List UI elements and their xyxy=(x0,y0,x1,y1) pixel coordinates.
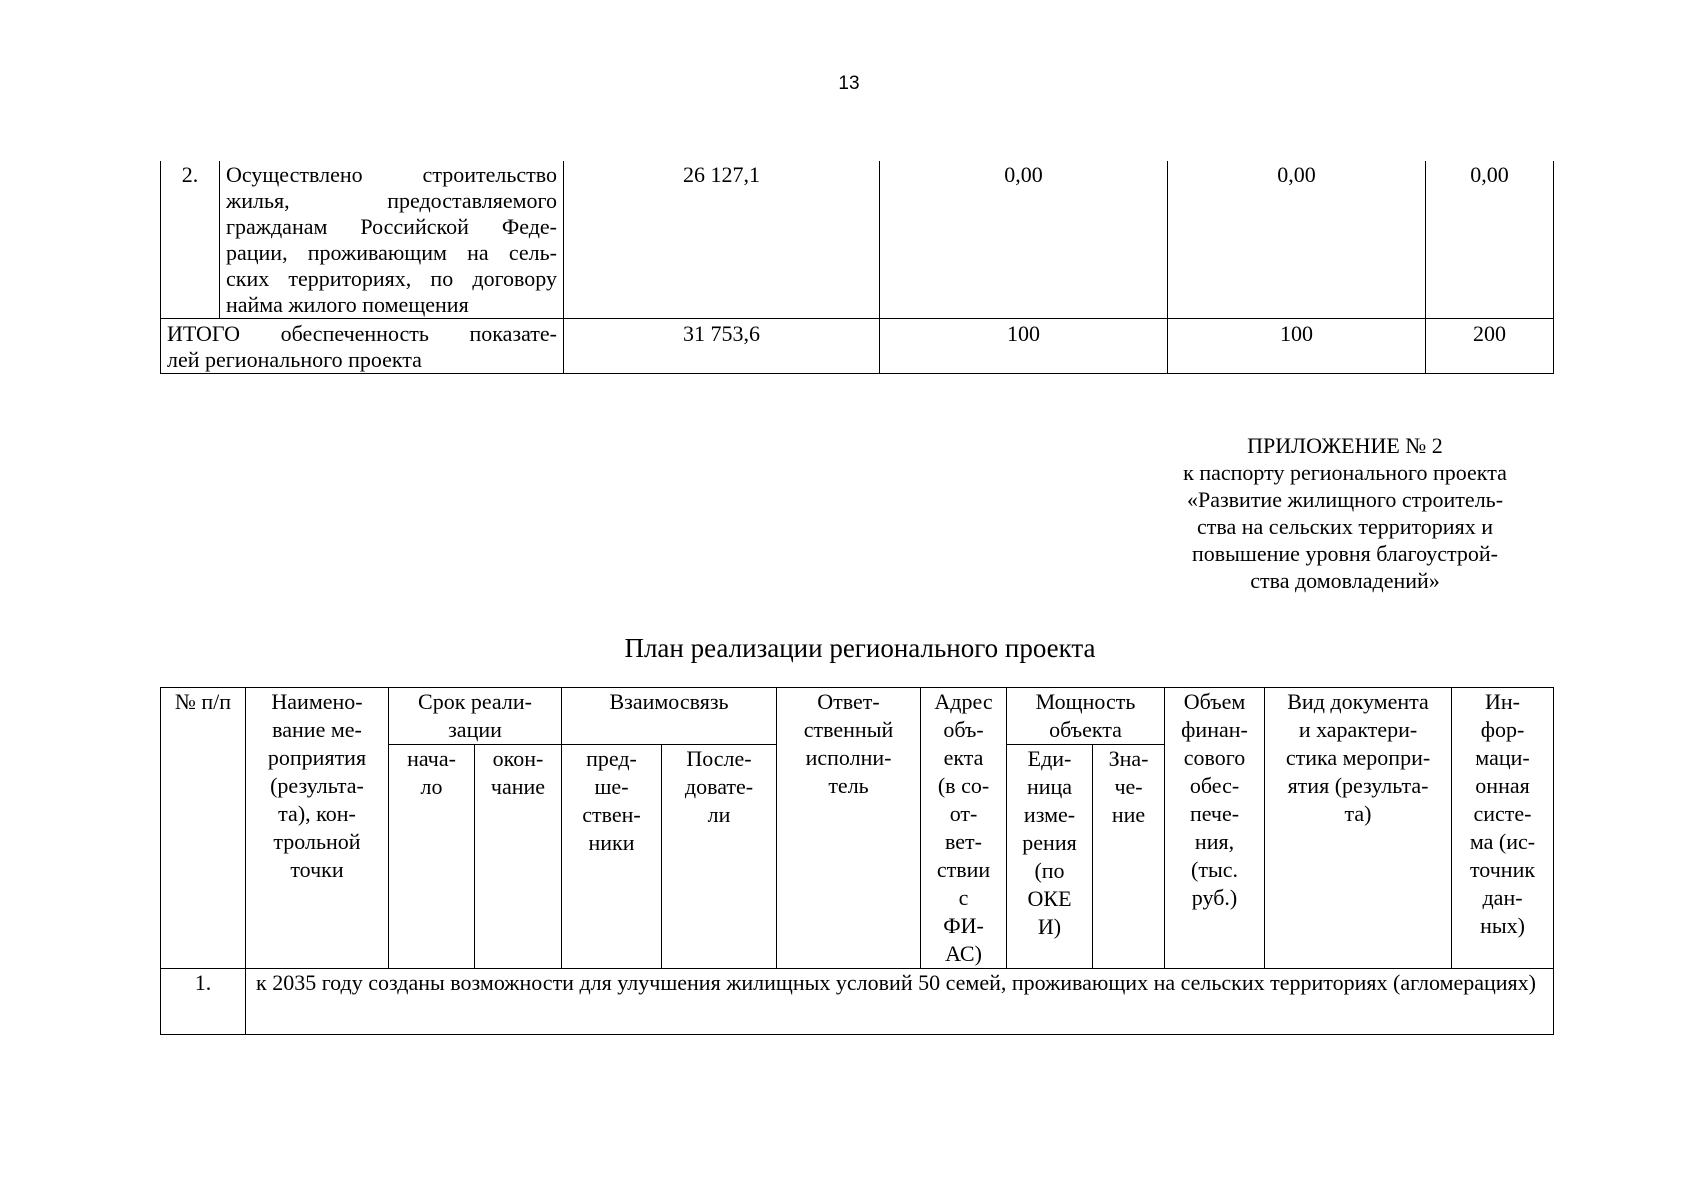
annex-line: «Развитие жилищного строитель- xyxy=(1186,487,1504,512)
total-value: 100 xyxy=(1168,319,1426,374)
table-row xyxy=(161,969,1554,1035)
indicator-name xyxy=(220,161,564,319)
value-cell: 0,00 xyxy=(1426,161,1554,319)
indicator-name-line: жилья, предоставляемого xyxy=(226,188,557,213)
header-doc-type: Вид документа и характери- стика меропри- ятия (результа- та) xyxy=(1265,688,1452,969)
header-end: окон- чание xyxy=(475,745,562,969)
row-number: 1. xyxy=(161,969,246,1035)
total-row xyxy=(161,319,1554,374)
header-value: Зна- че- ние xyxy=(1093,745,1165,969)
indicator-name-line: Осуществлено строительство xyxy=(226,162,557,187)
table-row xyxy=(161,161,1554,319)
header-capacity: Мощность объекта xyxy=(1007,688,1165,745)
header-predecessors: пред- ше- ствен- ники xyxy=(562,745,662,969)
annex-line: к паспорту регионального проекта xyxy=(1183,460,1507,485)
row-number: 2. xyxy=(161,161,220,319)
header-num: № п/п xyxy=(161,688,246,969)
indicators-table xyxy=(160,161,1554,374)
row-text: к 2035 году созданы возможности для улучшения жилищных условий 50 семей, проживающих на сельских территориях (агломерациях) xyxy=(246,969,1554,1035)
total-label xyxy=(161,319,564,374)
total-value: 31 753,6 xyxy=(564,319,880,374)
header-term: Срок реали- зации xyxy=(389,688,562,745)
header-row xyxy=(161,688,1554,745)
indicator-name-line: ских территориях, по договору xyxy=(226,266,557,291)
annex-title: ПРИЛОЖЕНИЕ № 2 xyxy=(1247,433,1443,458)
plan-title: План реализации регионального проекта xyxy=(624,633,1096,663)
total-label-line: ИТОГО обеспеченность показате- xyxy=(167,321,557,346)
indicator-name-line: найма жилого помещения xyxy=(226,292,469,317)
annex-line: ства домовладений» xyxy=(1250,568,1440,593)
indicator-name-line: гражданам Российской Феде- xyxy=(226,214,557,239)
indicator-name-line: рации, проживающим на сель- xyxy=(226,240,557,265)
header-address: Адрес объ- екта (в со- от- вет- ствии с ФИ- АС) xyxy=(921,688,1007,969)
header-funding: Объем финан- сового обес- пече- ния, (тыс. руб.) xyxy=(1165,688,1265,969)
value-cell: 0,00 xyxy=(880,161,1168,319)
header-unit: Еди- ница изме- рения (по ОКЕ И) xyxy=(1007,745,1093,969)
annex-line: повышение уровня благоустрой- xyxy=(1191,541,1498,566)
total-value: 100 xyxy=(880,319,1168,374)
total-value: 200 xyxy=(1426,319,1554,374)
header-successors: После- довате- ли xyxy=(662,745,777,969)
annex-block xyxy=(1150,432,1540,594)
page-number: 13 xyxy=(838,73,860,94)
total-label-line: лей регионального проекта xyxy=(167,347,422,372)
annex-line: ства на сельских территориях и xyxy=(1197,514,1493,539)
header-name: Наимено- вание ме- роприятия (результа- та), кон- трольной точки xyxy=(246,688,389,969)
value-cell: 0,00 xyxy=(1168,161,1426,319)
header-relation: Взаимосвязь xyxy=(562,688,777,745)
header-start: нача- ло xyxy=(389,745,475,969)
header-info-system: Ин- фор- маци- онная систе- ма (ис- точник дан- ных) xyxy=(1452,688,1554,969)
value-cell: 26 127,1 xyxy=(564,161,880,319)
plan-table xyxy=(160,687,1554,1035)
header-executor: Ответ- ственный исполни- тель xyxy=(777,688,921,969)
